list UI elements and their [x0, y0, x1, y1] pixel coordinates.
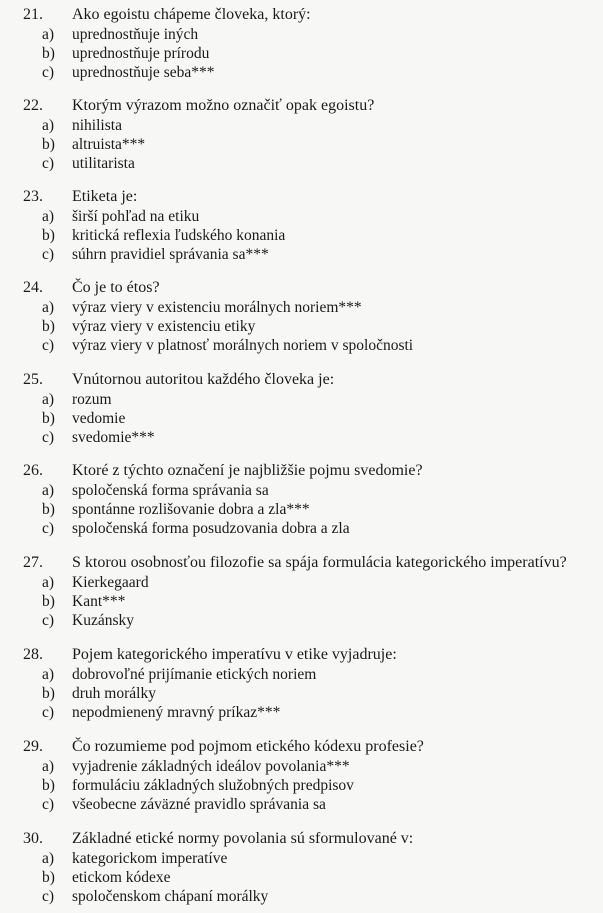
- option-text: svedomie***: [72, 429, 155, 446]
- option-text: nepodmienený mravný príkaz***: [72, 704, 281, 721]
- question-block: [0, 96, 603, 173]
- question-block: [0, 278, 603, 355]
- question-number: 22.: [23, 97, 43, 114]
- option-letter: b): [42, 45, 55, 62]
- answer-option: [0, 703, 603, 722]
- answer-option: [0, 135, 603, 154]
- option-text: kritická reflexia ľudského konania: [72, 227, 286, 244]
- question-number: 25.: [23, 371, 43, 388]
- question-text: Čo rozumieme pod pojmom etického kódexu profesie?: [72, 738, 424, 755]
- question-line: [0, 645, 603, 665]
- question-number: 26.: [23, 462, 43, 479]
- option-letter: a): [42, 299, 55, 316]
- option-text: spoločenská forma posudzovania dobra a zla: [72, 520, 350, 537]
- option-text: utilitarista: [72, 155, 135, 172]
- option-letter: c): [42, 796, 55, 813]
- question-text: Vnútornou autoritou každého človeka je:: [72, 371, 335, 388]
- answer-option: [0, 849, 603, 868]
- answer-option: [0, 390, 603, 409]
- option-text: dobrovoľné prijímanie etických noriem: [72, 666, 317, 683]
- question-number: 30.: [23, 830, 43, 847]
- option-letter: b): [42, 593, 55, 610]
- question-line: [0, 278, 603, 298]
- option-letter: b): [42, 501, 55, 518]
- option-text: spontánne rozlišovanie dobra a zla***: [72, 501, 310, 518]
- answer-option: [0, 573, 603, 592]
- option-text: altruista***: [72, 136, 146, 153]
- question-block: [0, 5, 603, 82]
- option-letter: b): [42, 318, 55, 335]
- option-text: etickom kódexe: [72, 869, 171, 886]
- answer-option: [0, 154, 603, 173]
- option-letter: a): [42, 666, 55, 683]
- option-text: vyjadrenie základných ideálov povolania***: [72, 758, 350, 775]
- answer-option: [0, 44, 603, 63]
- option-letter: c): [42, 246, 55, 263]
- option-letter: a): [42, 208, 55, 225]
- answer-option: [0, 226, 603, 245]
- option-letter: b): [42, 685, 55, 702]
- question-text: Základné etické normy povolania sú sformulované v:: [72, 830, 414, 847]
- option-letter: a): [42, 26, 55, 43]
- question-number: 21.: [23, 6, 43, 23]
- question-block: [0, 187, 603, 264]
- question-number: 29.: [23, 738, 43, 755]
- option-text: Kuzánsky: [72, 612, 134, 629]
- option-letter: a): [42, 574, 55, 591]
- question-line: [0, 370, 603, 390]
- answer-option: [0, 428, 603, 447]
- answer-option: [0, 611, 603, 630]
- answer-option: [0, 665, 603, 684]
- answer-option: [0, 207, 603, 226]
- question-number: 23.: [23, 188, 43, 205]
- option-letter: c): [42, 520, 55, 537]
- answer-option: [0, 116, 603, 135]
- question-block: [0, 645, 603, 722]
- question-text: Ako egoistu chápeme človeka, ktorý:: [72, 6, 311, 23]
- option-text: širší pohľad na etiku: [72, 208, 200, 225]
- option-letter: c): [42, 64, 55, 81]
- answer-option: [0, 298, 603, 317]
- answer-option: [0, 887, 603, 906]
- question-line: [0, 96, 603, 116]
- question-text: Pojem kategorického imperatívu v etike vyjadruje:: [72, 646, 397, 663]
- option-letter: c): [42, 155, 55, 172]
- option-text: kategorickom imperatíve: [72, 850, 228, 867]
- option-text: druh morálky: [72, 685, 156, 702]
- answer-option: [0, 500, 603, 519]
- option-text: Kant***: [72, 593, 126, 610]
- option-letter: b): [42, 227, 55, 244]
- option-text: spoločenskom chápaní morálky: [72, 888, 269, 905]
- answer-option: [0, 63, 603, 82]
- option-text: Kierkegaard: [72, 574, 149, 591]
- answer-option: [0, 592, 603, 611]
- question-block: [0, 370, 603, 447]
- option-letter: b): [42, 777, 55, 794]
- question-block: [0, 461, 603, 538]
- question-block: [0, 829, 603, 906]
- option-letter: c): [42, 429, 55, 446]
- answer-option: [0, 776, 603, 795]
- option-text: uprednostňuje iných: [72, 26, 199, 43]
- option-text: výraz viery v existenciu etiky: [72, 318, 256, 335]
- option-letter: b): [42, 136, 55, 153]
- question-line: [0, 187, 603, 207]
- option-text: rozum: [72, 391, 112, 408]
- answer-option: [0, 317, 603, 336]
- option-text: výraz viery v existenciu morálnych noriem***: [72, 299, 362, 316]
- question-number: 27.: [23, 554, 43, 571]
- answer-option: [0, 519, 603, 538]
- option-text: súhrn pravidiel správania sa***: [72, 246, 269, 263]
- question-line: [0, 5, 603, 25]
- option-letter: c): [42, 888, 55, 905]
- answer-option: [0, 684, 603, 703]
- option-letter: a): [42, 850, 55, 867]
- option-text: uprednostňuje seba***: [72, 64, 215, 81]
- option-text: výraz viery v platnosť morálnych noriem v spoločnosti: [72, 337, 414, 354]
- answer-option: [0, 795, 603, 814]
- question-line: [0, 461, 603, 481]
- option-text: vedomie: [72, 410, 126, 427]
- question-text: S ktorou osobnosťou filozofie sa spája formulácia kategorického imperatívu?: [72, 554, 567, 571]
- option-letter: c): [42, 337, 55, 354]
- question-line: [0, 829, 603, 849]
- answer-option: [0, 757, 603, 776]
- answer-option: [0, 409, 603, 428]
- option-letter: a): [42, 758, 55, 775]
- option-text: nihilista: [72, 117, 122, 134]
- question-block: [0, 553, 603, 630]
- option-text: všeobecne záväzné pravidlo správania sa: [72, 796, 326, 813]
- option-letter: b): [42, 869, 55, 886]
- option-text: uprednostňuje prírodu: [72, 45, 210, 62]
- question-text: Čo je to étos?: [72, 279, 160, 296]
- question-number: 28.: [23, 646, 43, 663]
- question-block: [0, 737, 603, 814]
- option-letter: b): [42, 410, 55, 427]
- question-text: Ktorým výrazom možno označiť opak egoistu?: [72, 97, 375, 114]
- option-text: formuláciu základných služobných predpisov: [72, 777, 354, 794]
- answer-option: [0, 481, 603, 500]
- question-number: 24.: [23, 279, 43, 296]
- answer-option: [0, 25, 603, 44]
- answer-option: [0, 868, 603, 887]
- option-text: spoločenská forma správania sa: [72, 482, 269, 499]
- option-letter: c): [42, 612, 55, 629]
- option-letter: a): [42, 117, 55, 134]
- option-letter: a): [42, 391, 55, 408]
- option-letter: a): [42, 482, 55, 499]
- answer-option: [0, 336, 603, 355]
- answer-option: [0, 245, 603, 264]
- question-text: Etiketa je:: [72, 188, 138, 205]
- question-line: [0, 553, 603, 573]
- option-letter: c): [42, 704, 55, 721]
- question-line: [0, 737, 603, 757]
- question-text: Ktoré z týchto označení je najbližšie pojmu svedomie?: [72, 462, 423, 479]
